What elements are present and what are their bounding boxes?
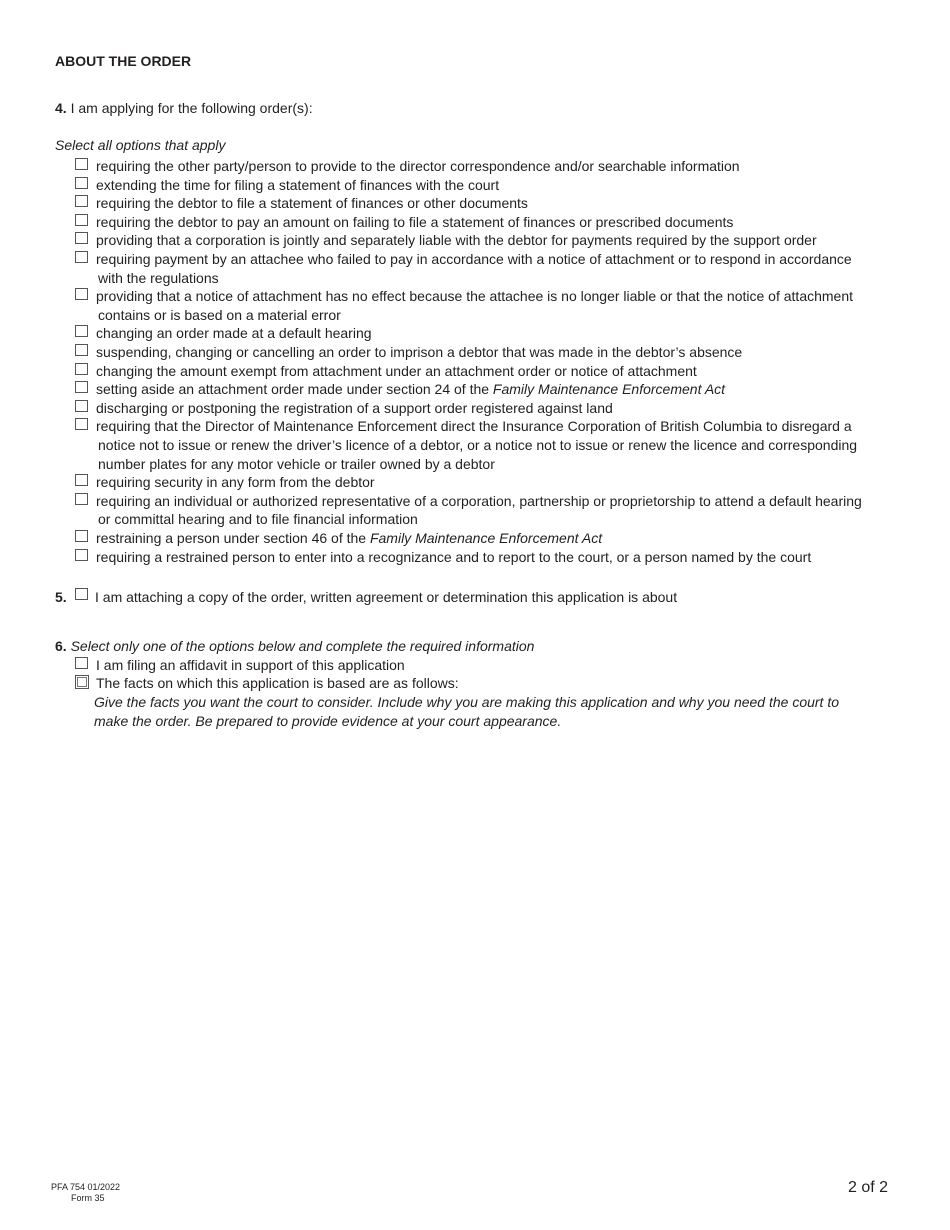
order-option-label xyxy=(96,548,811,567)
order-option-label xyxy=(96,231,817,250)
order-option-checkbox[interactable] xyxy=(75,493,88,505)
order-option-checkbox[interactable] xyxy=(75,474,88,486)
question-6-number: 6. xyxy=(55,638,67,654)
order-option-checkbox[interactable] xyxy=(75,251,88,263)
affidavit-option-label: I am filing an affidavit in support of this application xyxy=(96,657,405,673)
order-option-text: restraining a person under section 46 of the xyxy=(96,530,370,546)
question-4-number: 4. xyxy=(55,100,67,116)
order-option-line: requiring an individual or authorized representative of a corporation, partnership or proprietorship to attend a default hearing xyxy=(96,492,862,509)
order-option-line: discharging or postponing the registration of a support order registered against land xyxy=(96,399,613,416)
order-option-label xyxy=(96,287,853,324)
order-option-checkbox[interactable] xyxy=(75,549,88,561)
order-option-line: with the regulations xyxy=(98,269,219,286)
order-option-line xyxy=(96,380,725,399)
form-footer xyxy=(51,1182,120,1204)
order-option-checkbox[interactable] xyxy=(75,232,88,244)
order-option-label xyxy=(96,473,375,492)
order-option-checkbox[interactable] xyxy=(75,381,88,393)
order-option-checkbox[interactable] xyxy=(75,400,88,412)
act-name: Family Maintenance Enforcement Act xyxy=(492,381,726,398)
question-5-checkbox[interactable] xyxy=(75,588,88,600)
order-option-checkbox[interactable] xyxy=(75,325,88,337)
order-option-label xyxy=(96,417,857,473)
order-option-label xyxy=(96,343,742,362)
order-option-line: notice not to issue or renew the driver’s licence of a debtor, or a notice not to issue or renew the licence and corresponding xyxy=(98,436,858,453)
facts-checkbox[interactable] xyxy=(75,675,89,689)
order-option-checkbox[interactable] xyxy=(75,344,88,356)
order-option-line: or committal hearing and to file financial information xyxy=(98,511,418,528)
order-option-checkbox[interactable] xyxy=(75,418,88,430)
order-option-line: changing an order made at a default hearing xyxy=(96,325,372,342)
order-option-label xyxy=(96,324,372,343)
order-option-line: providing that a notice of attachment has no effect because the attachee is no longer liable or that the notice of attachment xyxy=(96,288,854,305)
facts-help-line-1: Give the facts you want the court to consider. Include why you are making this application and why you need the court to xyxy=(94,694,840,710)
order-option-label xyxy=(96,492,862,529)
order-option-line: requiring the debtor to file a statement of finances or other documents xyxy=(96,195,528,212)
order-option-checkbox[interactable] xyxy=(75,530,88,542)
order-option-line: changing the amount exempt from attachment under an attachment order or notice of attachment xyxy=(96,362,697,379)
order-option-line: requiring that the Director of Maintenance Enforcement direct the Insurance Corporation of British Columbia to disregard a xyxy=(96,418,852,435)
facts-help-line-2: make the order. Be prepared to provide evidence at your court appearance. xyxy=(94,713,562,729)
question-4 xyxy=(55,99,313,117)
order-option-label xyxy=(96,176,499,195)
question-6-instruction: Select only one of the options below and complete the required information xyxy=(70,638,535,654)
form-code: PFA 754 01/2022 xyxy=(51,1182,121,1192)
order-option-label xyxy=(96,529,602,548)
form-number: Form 35 xyxy=(71,1193,105,1203)
section-heading: ABOUT THE ORDER xyxy=(55,53,192,69)
order-option-text: setting aside an attachment order made under section 24 of the xyxy=(96,381,493,398)
order-option-checkbox[interactable] xyxy=(75,195,88,207)
question-4-instruction: Select all options that apply xyxy=(55,137,226,153)
facts-option-label: The facts on which this application is based are as follows: xyxy=(96,675,459,691)
order-option-checkbox[interactable] xyxy=(75,288,88,300)
order-option-label xyxy=(96,380,725,399)
order-option-line xyxy=(96,529,602,548)
order-option-checkbox[interactable] xyxy=(75,363,88,375)
order-option-label xyxy=(96,362,697,381)
order-option-line: contains or is based on a material error xyxy=(98,306,341,323)
act-name: Family Maintenance Enforcement Act xyxy=(369,530,603,546)
order-option-line: extending the time for filing a statement of finances with the court xyxy=(96,176,500,193)
order-option-label xyxy=(96,250,852,287)
question-5-number: 5. xyxy=(55,589,67,605)
question-5-text: I am attaching a copy of the order, written agreement or determination this application is about xyxy=(95,589,678,605)
question-4-text: I am applying for the following order(s): xyxy=(70,100,313,116)
affidavit-checkbox[interactable] xyxy=(75,657,88,669)
order-option-line: requiring the other party/person to provide to the director correspondence and/or searchable information xyxy=(96,158,740,174)
order-option-line: requiring payment by an attachee who failed to pay in accordance with a notice of attachment or to respond in accordance xyxy=(96,251,852,267)
order-option-line: requiring security in any form from the debtor xyxy=(96,474,375,491)
order-option-label xyxy=(96,399,613,418)
order-option-checkbox[interactable] xyxy=(75,177,88,189)
order-option-line: number plates for any motor vehicle or trailer owned by a debtor xyxy=(98,455,495,472)
order-option-line: suspending, changing or cancelling an order to imprison a debtor that was made in the debtor’s absence xyxy=(96,344,743,360)
order-option-label xyxy=(96,194,528,213)
order-option-line: providing that a corporation is jointly and separately liable with the debtor for payments required by the support order xyxy=(96,232,817,249)
order-option-line: requiring a restrained person to enter into a recognizance and to report to the court, or a person named by the court xyxy=(96,548,812,565)
order-option-checkbox[interactable] xyxy=(75,158,88,170)
order-option-label xyxy=(96,157,740,176)
order-option-label xyxy=(96,213,733,232)
order-option-checkbox[interactable] xyxy=(75,214,88,226)
order-option-line: requiring the debtor to pay an amount on failing to file a statement of finances or prescribed documents xyxy=(96,213,734,230)
question-6 xyxy=(55,637,534,655)
page-number: 2 of 2 xyxy=(848,1179,889,1196)
